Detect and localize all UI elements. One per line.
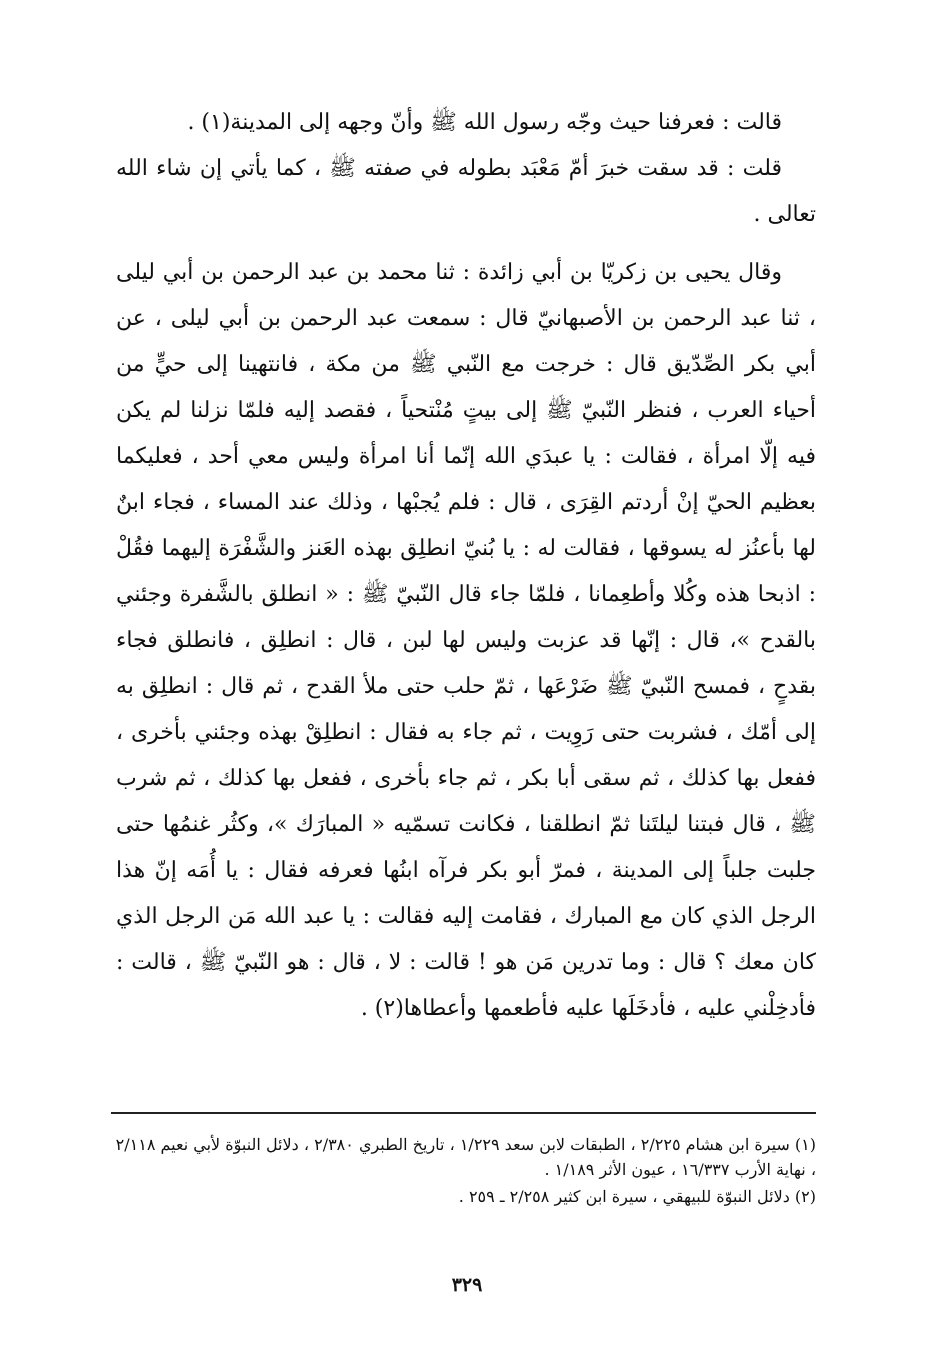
paragraph-3: وقال يحيى بن زكريّا بن أبي زائدة : ثنا محمد بن عبد الرحمن بن أبي ليلى ، ثنا عبد الرحمن بن الأصبهانيّ قال : سمعت عبد الرحمن بن أبي ليلى ، عن أبي بكر الصِّدّيق قال : خرجت مع النّبي ﷺ من مكة ، فانتهينا إلى حيٍّ من أحياء العرب ، فنظر النّبيّ ﷺ إلى بيتٍ مُنْتحياً ، فقصد إليه فلمّا نزلنا لم يكن فيه إلّا امرأة ، فقالت : يا عبدَي الله إنّما أنا امرأة وليس معي أحد ، فعليكما بعظيم الحيّ إنْ أردتم القِرَى ، قال : فلم يُجبْها ، وذلك عند المساء ، فجاء ابنٌ لها بأعنُز له يسوقها ، فقالت له : يا بُنيّ انطلِق بهذه العَنز والشَّفْرَة إليهما فقُلْ : اذبحا هذه وكُلا وأطعِمانا ، فلمّا جاء قال النّبيّ ﷺ : « انطلق بالشَّفرة وجئني بالقدح »، قال : إنّها قد عزبت وليس لها لبن ، قال : انطلِق ، فانطلق فجاء بقدحٍ ، فمسح النّبيّ ﷺ ضَرْعَها ، ثمّ حلب حتى ملأ القدح ، ثم قال : انطلِق به إلى أمّك ، فشربت حتى رَوِيت ، ثم جاء به فقال : انطلِقْ بهذه وجئني بأخرى ، ففعل بها كذلك ، ثم سقى أبا بكر ، ثم جاء بأخرى ، ففعل بها كذلك ، ثم شرب ﷺ ، قال فبتنا ليلتَنا ثمّ انطلقنا ، فكانت تسمّيه « المبارَك »، وكثُر غنمُها حتى جلبت جلباً إلى المدينة ، فمرّ أبو بكر فرآه ابنُها فعرفه فقال : يا أُمَه إنّ هذا الرجل الذي كان مع المبارك ، فقامت إليه فقالت : يا عبد الله مَن الرجل الذي كان معك ؟ قال : وما تدرين مَن هو ! قالت : لا ، قال : هو النّبيّ ﷺ ، قالت : فأدخِلْني عليه ، فأدخَلَها عليه فأطعمها وأعطاها(٢) . (116, 260, 816, 1021)
footnote-divider (111, 1112, 816, 1114)
footnote-1: (١) سيرة ابن هشام ٢/٢٢٥ ، الطبقات لابن سعد ١/٢٢٩ ، تاريخ الطبري ٢/٣٨٠ ، دلائل النبوّة لأبي نعيم ٢/١١٨ ، نهاية الأرب ١٦/٣٣٧ ، عيون الأثر ١/١٨٩ . (115, 1135, 816, 1179)
footnote-2: (٢) دلائل النبوّة للبيهقي ، سيرة ابن كثير ٢/٢٥٨ ـ ٢٥٩ . (458, 1187, 816, 1206)
page-number: ٣٢٩ (451, 1274, 483, 1296)
footnotes (111, 1132, 816, 1211)
main-text (116, 100, 816, 1032)
paragraph-1: قالت : فعرفنا حيث وجّه رسول الله ﷺ وأنّ وجهه إلى المدينة(١) . (187, 110, 782, 135)
paragraph-2: قلت : قد سقت خبرَ أمّ مَعْبَد بطوله في صفته ﷺ ، كما يأتي إن شاء الله تعالى . (116, 156, 816, 227)
